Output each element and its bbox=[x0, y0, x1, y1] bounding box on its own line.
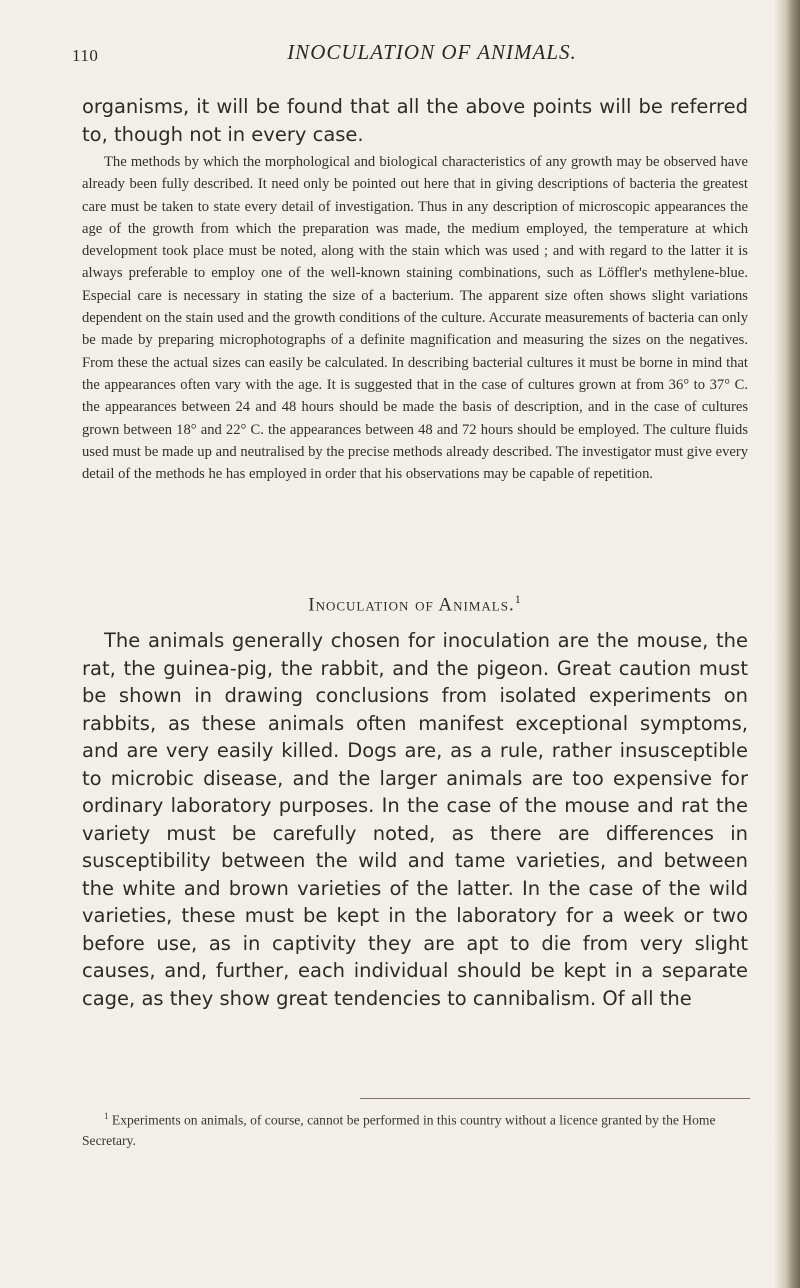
paragraph-methods: The methods by which the morphological and biological characteristics of any growth may be observed have already been fully described. It need only be pointed out here that in giving descriptions of bacteria the greatest care must be taken to state every detail of investigation. Thus in any description of microscopic appearances the age of the growth from which the preparation was made, the medium employed, the temperature at which development took place must be noted, along with the stain which was used ; and with regard to the latter it is always preferable to employ one of the well-known staining combinations, such as Löffler's methylene-blue. Especial care is necessary in stating the size of a bacterium. The apparent size often shows slight variations dependent on the stain used and the growth conditions of the culture. Accurate measurements of bacteria can only be made by preparing microphotographs of a definite magnification and measuring the sizes on the negatives. From these the actual sizes can easily be calculated. In describing bacterial cultures it must be borne in mind that the appearances often vary with the age. It is suggested that in the case of cultures grown at from 36° to 37° C. the appearances between 24 and 48 hours should be made the basis of description, and in the case of cultures grown between 18° and 22° C. the appearances between 48 and 72 hours should be employed. The culture fluids used must be made up and neutralised by the precise methods already described. The investigator must give every detail of the methods he has employed in order that his observations may be capable of repetition. bbox=[82, 154, 748, 483]
paragraph-animals: The animals generally chosen for inoculation are the mouse, the rat, the guinea-pig, the rabbit, and the pigeon. Great caution must be shown in drawing conclusions from isolated experiments on rabbits, as these animals often manifest exceptional symptoms, and are very easily killed. Dogs are, as a rule, rather insusceptible to microbic disease, and the larger animals are too expensive for ordinary laboratory purposes. In the case of the mouse and rat the variety must be carefully noted, as there are differences in susceptibility between the wild and tame varieties, and between the white and brown varieties of the latter. In the case of the wild varieties, these must be kept in the laboratory for a week or two before use, as in captivity they are apt to die from very slight causes, and, further, each individual should be kept in a separate cage, as they show great tendencies to cannibalism. Of all the bbox=[82, 629, 748, 1010]
section-heading bbox=[82, 592, 748, 616]
footnote-divider bbox=[360, 1098, 750, 1099]
footnote-text: Experiments on animals, of course, cannot be performed in this country without a licence granted by the Home Secretary. bbox=[82, 1112, 716, 1148]
page-edge-shadow bbox=[774, 0, 800, 1288]
page-header bbox=[72, 40, 752, 70]
page-number: 110 bbox=[72, 46, 99, 65]
footnote-reference: 1 bbox=[514, 592, 522, 606]
running-title: INOCULATION OF ANIMALS. bbox=[287, 40, 577, 64]
paragraph-continuation: organisms, it will be found that all the above points will be referred to, though not in every case. bbox=[82, 95, 748, 146]
section-heading-text: Inoculation of Animals. bbox=[308, 594, 515, 616]
footnote-marker: 1 bbox=[104, 1111, 109, 1121]
footnote bbox=[82, 1106, 748, 1151]
